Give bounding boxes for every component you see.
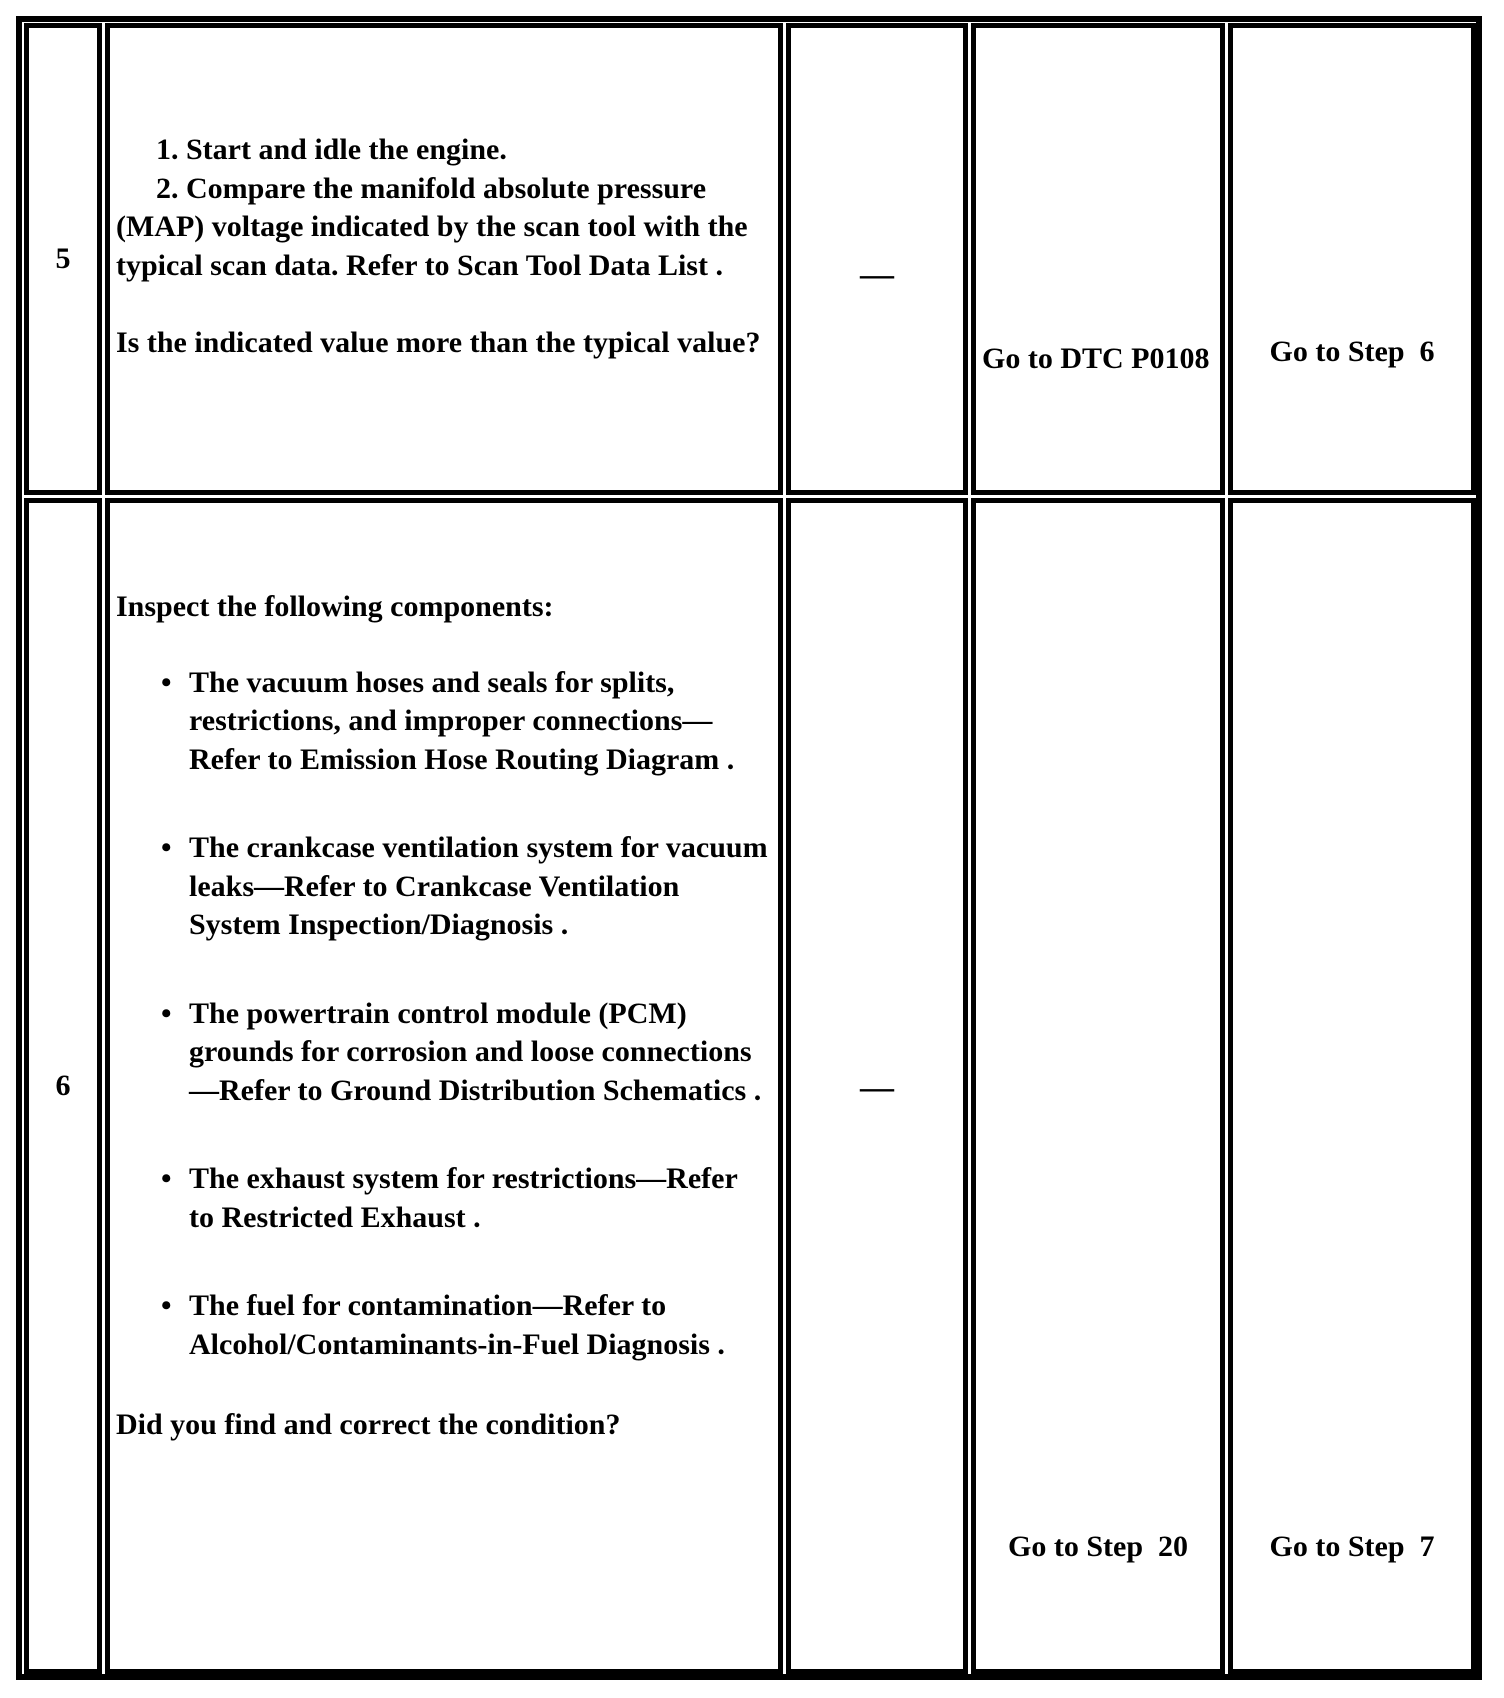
list-item — [116, 664, 774, 780]
action-cell — [105, 23, 783, 495]
bullet-icon: • — [161, 996, 172, 1030]
list-item-text: The crankcase ventilation system for vacuum leaks—Refer to Crankcase Ventilation System Inspection/Diagnosis . — [189, 831, 768, 941]
inspection-list — [116, 664, 774, 1365]
action-cell — [105, 498, 783, 1674]
list-item-text: The exhaust system for restrictions—Refer to Restricted Exhaust . — [189, 1162, 738, 1234]
value-cell — [786, 23, 968, 495]
instruction-line: 1. Start and idle the engine. — [156, 133, 507, 166]
list-item-text: The powertrain control module (PCM) grounds for corrosion and loose connections—Refer to Ground Distribution Schematics . — [189, 996, 762, 1107]
yes-action-cell — [971, 23, 1225, 495]
bullet-icon: • — [161, 1289, 172, 1322]
list-item-text: The fuel for contamination—Refer to Alcohol/Contaminants-in-Fuel Diagnosis . — [189, 1289, 725, 1361]
list-item-text: The vacuum hoses and seals for splits, restrictions, and improper connections—Refer to Emission Hose Routing Diagram . — [189, 665, 735, 776]
no-action-cell — [1228, 23, 1476, 495]
instruction-text: 2. Compare the manifold absolute pressure (MAP) voltage indicated by the scan tool with the typical scan data. Refer to Scan Tool Data List . — [116, 171, 748, 282]
instruction-line — [116, 170, 774, 286]
bullet-icon: • — [161, 1162, 172, 1195]
no-action-text: Go to Step 6 — [1269, 335, 1435, 368]
yes-action-cell — [971, 498, 1225, 1674]
step-number: 6 — [55, 1069, 71, 1102]
yes-action-text: Go to DTC P0108 — [982, 342, 1210, 375]
intro-text: Inspect the following components: — [116, 590, 554, 623]
yes-action-text: Go to Step 20 — [1008, 1530, 1188, 1563]
list-item — [116, 1160, 774, 1237]
list-item — [116, 1287, 774, 1364]
value-text: — — [860, 1069, 894, 1106]
list-item — [116, 995, 774, 1111]
no-action-cell — [1228, 498, 1476, 1674]
step-number-cell — [24, 23, 102, 495]
step-number-cell — [24, 498, 102, 1674]
bullet-icon: • — [161, 665, 172, 699]
step-number: 5 — [55, 242, 71, 275]
value-text: — — [860, 256, 894, 293]
bullet-icon: • — [161, 831, 172, 864]
list-item — [116, 829, 774, 945]
no-action-text: Go to Step 7 — [1269, 1530, 1435, 1563]
question-text: Did you find and correct the condition? — [116, 1408, 621, 1441]
value-cell — [786, 498, 968, 1674]
question-text: Is the indicated value more than the typical value? — [116, 325, 761, 359]
